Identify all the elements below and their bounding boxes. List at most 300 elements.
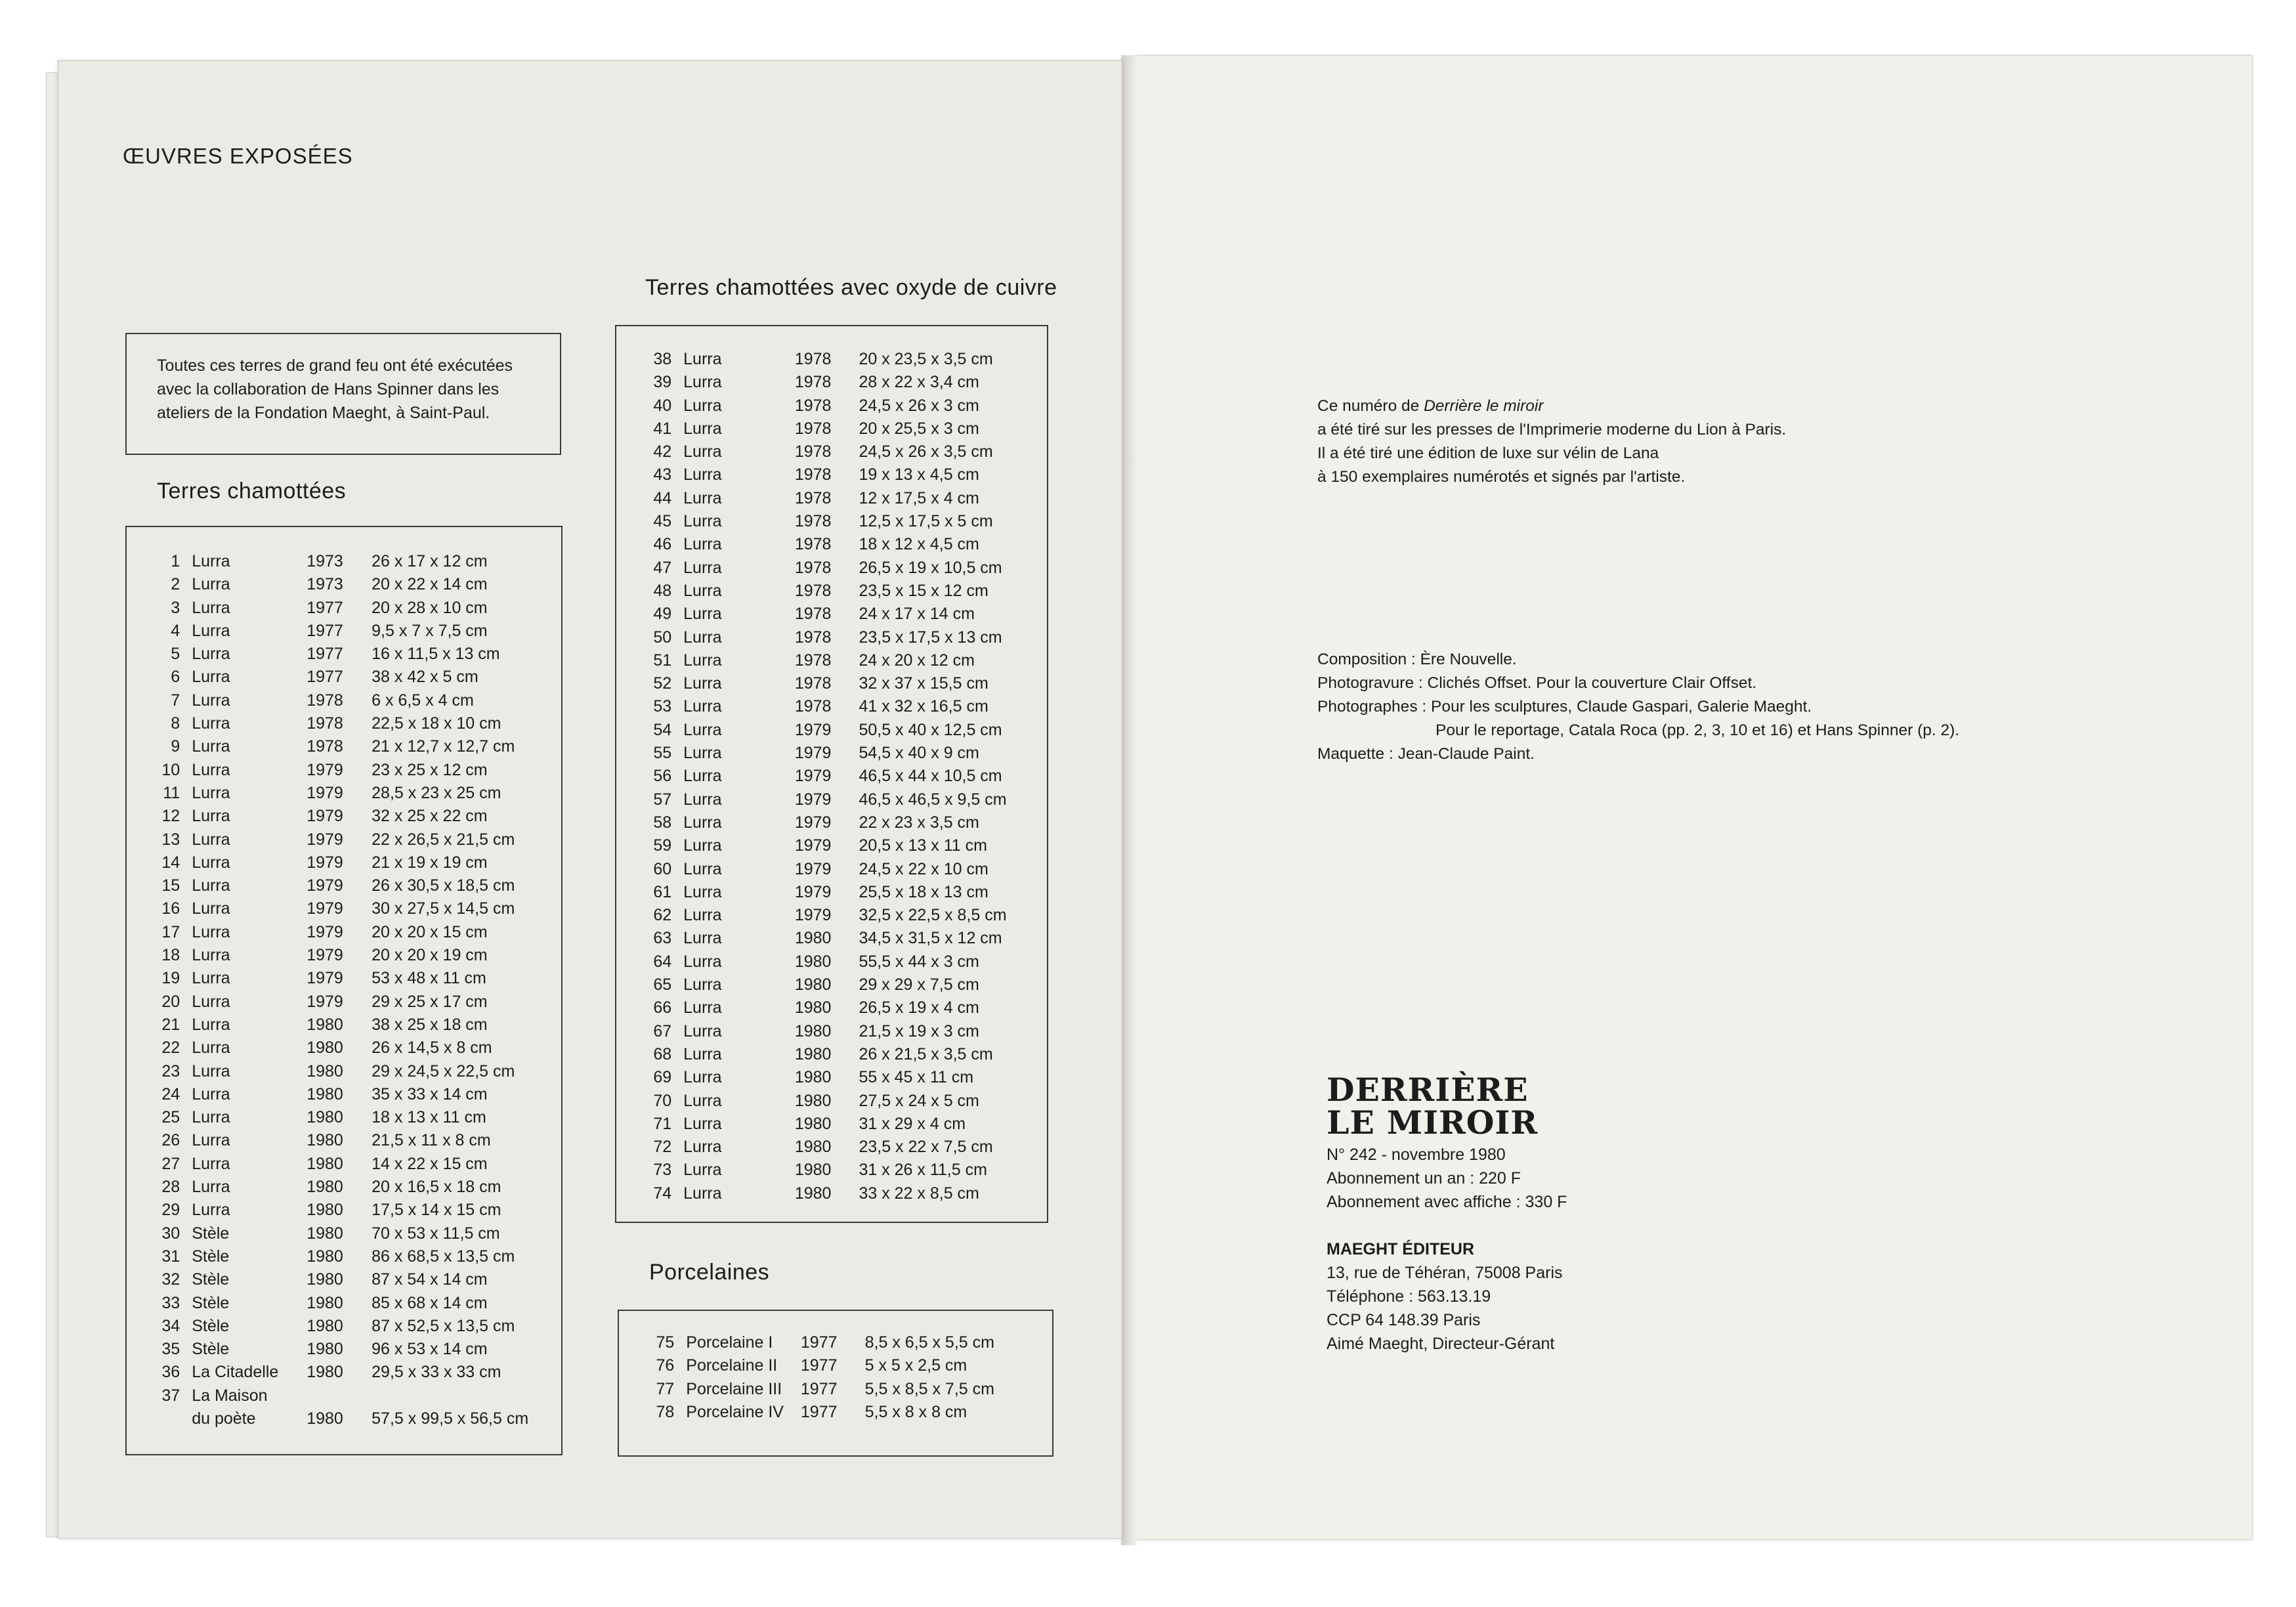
work-dimensions: 12 x 17,5 x 4 cm — [859, 488, 979, 507]
work-title: La Maison — [192, 1386, 268, 1405]
work-title: du poète — [192, 1409, 256, 1428]
work-title: Lurra — [683, 952, 722, 971]
work-year: 1978 — [794, 651, 832, 670]
work-title: Lurra — [683, 720, 722, 739]
credit-line: Pour le reportage, Catala Roca (pp. 2, 3, 10 et 16) et Hans Spinner (p. 2). — [1435, 721, 1960, 739]
work-title: Porcelaine IV — [686, 1402, 784, 1421]
work-year: 1980 — [307, 1178, 343, 1197]
work-row — [140, 876, 561, 899]
work-year: 1979 — [307, 992, 343, 1011]
work-title: Lurra — [192, 1108, 230, 1127]
publisher-address: 13, rue de Téhéran, 75008 Paris — [1327, 1264, 1563, 1282]
work-row — [140, 1108, 561, 1131]
work-year: 1977 — [307, 645, 343, 664]
colophon — [1317, 395, 1974, 489]
work-number: 33 — [161, 1293, 181, 1312]
work-title: Lurra — [192, 992, 230, 1011]
colophon-title: Derrière le miroir — [1424, 397, 1544, 415]
work-year: 1979 — [794, 767, 832, 786]
work-year: 1979 — [307, 899, 343, 918]
work-year: 1978 — [794, 512, 832, 531]
work-number: 41 — [653, 419, 672, 438]
work-year: 1977 — [307, 668, 343, 687]
work-title: Lurra — [683, 836, 722, 855]
work-year: 1978 — [794, 674, 832, 693]
work-year: 1980 — [307, 1084, 343, 1103]
work-dimensions: 16 x 11,5 x 13 cm — [372, 645, 500, 664]
work-dimensions: 30 x 27,5 x 14,5 cm — [372, 899, 515, 918]
work-number: 49 — [653, 605, 672, 624]
work-row — [140, 1016, 561, 1039]
work-row — [632, 836, 1047, 859]
works-table-cuivre — [632, 350, 1047, 1207]
work-year: 1978 — [794, 442, 832, 461]
work-row — [632, 628, 1047, 651]
work-dimensions: 23,5 x 17,5 x 13 cm — [859, 628, 1002, 647]
work-row — [632, 790, 1047, 813]
work-dimensions: 96 x 53 x 14 cm — [372, 1340, 488, 1359]
work-dimensions: 22,5 x 18 x 10 cm — [372, 714, 501, 733]
work-dimensions: 46,5 x 44 x 10,5 cm — [859, 767, 1002, 786]
work-row — [140, 668, 561, 691]
work-dimensions: 87 x 54 x 14 cm — [372, 1270, 488, 1289]
work-number: 44 — [653, 488, 672, 507]
work-dimensions: 54,5 x 40 x 9 cm — [859, 744, 979, 763]
work-number: 35 — [161, 1340, 181, 1359]
work-dimensions: 8,5 x 6,5 x 5,5 cm — [864, 1333, 994, 1352]
work-row — [635, 1356, 1052, 1379]
work-title: Lurra — [683, 581, 722, 600]
work-year: 1978 — [794, 350, 832, 368]
work-year: 1980 — [794, 1044, 832, 1063]
work-row — [635, 1403, 1052, 1426]
work-title: Lurra — [192, 575, 230, 594]
work-year: 1979 — [307, 830, 343, 849]
work-title: Lurra — [192, 668, 230, 687]
work-title: Lurra — [192, 1015, 230, 1034]
work-year: 1980 — [307, 1039, 343, 1058]
section-title-chamottees: Terres chamottées — [157, 479, 347, 504]
work-number: 39 — [653, 373, 672, 392]
work-title: Lurra — [683, 1068, 722, 1087]
work-number: 75 — [656, 1333, 675, 1352]
work-year: 1977 — [800, 1356, 838, 1375]
work-row — [632, 396, 1047, 419]
work-title: Lurra — [683, 488, 722, 507]
work-title: Lurra — [683, 512, 722, 531]
work-year: 1978 — [794, 488, 832, 507]
work-number: 9 — [171, 737, 181, 756]
work-dimensions: 26 x 17 x 12 cm — [372, 552, 488, 570]
work-row — [140, 1363, 561, 1386]
work-dimensions: 5,5 x 8,5 x 7,5 cm — [864, 1379, 994, 1398]
right-page — [1136, 55, 2253, 1540]
work-row — [140, 1409, 561, 1432]
work-dimensions: 22 x 26,5 x 21,5 cm — [372, 830, 515, 849]
work-row — [140, 1131, 561, 1154]
work-title: Lurra — [683, 906, 722, 925]
work-number: 78 — [656, 1402, 675, 1421]
work-year: 1979 — [794, 720, 832, 739]
work-title: Lurra — [683, 859, 722, 878]
work-title: Lurra — [683, 396, 722, 415]
work-row — [635, 1333, 1052, 1356]
work-title: Lurra — [192, 621, 230, 640]
left-page — [58, 60, 1122, 1539]
work-number: 19 — [161, 969, 181, 988]
work-number: 73 — [653, 1161, 672, 1180]
work-row — [632, 1068, 1047, 1091]
work-title: Lurra — [683, 1138, 722, 1157]
work-year: 1978 — [794, 396, 832, 415]
work-dimensions: 5 x 5 x 2,5 cm — [864, 1356, 967, 1375]
work-dimensions: 28,5 x 23 x 25 cm — [372, 783, 501, 802]
work-dimensions: 32,5 x 22,5 x 8,5 cm — [859, 906, 1007, 925]
binding-gutter — [1121, 55, 1137, 1545]
work-row — [632, 1022, 1047, 1045]
work-title: Lurra — [192, 853, 230, 872]
work-dimensions: 20 x 25,5 x 3 cm — [859, 419, 979, 438]
work-row — [632, 582, 1047, 605]
work-title: Lurra — [683, 1021, 722, 1040]
work-number: 2 — [171, 575, 181, 594]
work-dimensions: 27,5 x 24 x 5 cm — [859, 1091, 979, 1110]
work-title: La Citadelle — [192, 1363, 279, 1382]
work-number: 18 — [161, 946, 181, 965]
work-title: Lurra — [192, 1039, 230, 1058]
publisher-ccp: CCP 64 148.39 Paris — [1327, 1311, 1481, 1329]
list-box-porcelaines — [618, 1310, 1053, 1457]
subscription-poster-price: Abonnement avec affiche : 330 F — [1327, 1193, 1567, 1211]
work-number: 20 — [161, 992, 181, 1011]
work-number: 8 — [171, 714, 181, 733]
work-title: Porcelaine III — [686, 1379, 782, 1398]
work-title: Stèle — [192, 1316, 230, 1335]
publisher-phone: Téléphone : 563.13.19 — [1327, 1287, 1491, 1306]
credit-line: Photogravure : Clichés Offset. Pour la couverture Clair Offset. — [1317, 674, 1757, 692]
work-number: 28 — [161, 1178, 181, 1197]
work-dimensions: 21,5 x 11 x 8 cm — [372, 1131, 491, 1150]
work-year: 1980 — [794, 998, 832, 1018]
work-number: 55 — [653, 744, 672, 763]
work-number: 12 — [161, 807, 181, 826]
work-year: 1979 — [307, 876, 343, 895]
work-title: Lurra — [683, 674, 722, 693]
work-year: 1979 — [307, 783, 343, 802]
work-dimensions: 34,5 x 31,5 x 12 cm — [859, 929, 1002, 948]
work-title: Lurra — [192, 946, 230, 965]
work-row — [140, 923, 561, 946]
work-number: 26 — [161, 1131, 181, 1150]
work-dimensions: 20 x 20 x 15 cm — [372, 922, 488, 941]
work-year: 1980 — [794, 1091, 832, 1110]
work-title: Lurra — [683, 628, 722, 647]
work-year: 1978 — [794, 419, 832, 438]
work-number: 15 — [161, 876, 181, 895]
work-number: 1 — [171, 552, 181, 570]
work-dimensions: 14 x 22 x 15 cm — [372, 1154, 488, 1173]
colophon-line: a été tiré sur les presses de l'Imprimerie moderne du Lion à Paris. — [1317, 421, 1787, 439]
works-table-porcelaines — [635, 1333, 1052, 1426]
work-number: 32 — [161, 1270, 181, 1289]
work-dimensions: 12,5 x 17,5 x 5 cm — [859, 512, 993, 531]
work-row — [140, 1039, 561, 1061]
work-title: Lurra — [192, 830, 230, 849]
work-title: Stèle — [192, 1247, 230, 1266]
work-year: 1978 — [794, 558, 832, 577]
work-year: 1980 — [307, 1201, 343, 1220]
work-number: 71 — [653, 1114, 672, 1133]
work-number: 22 — [161, 1039, 181, 1058]
work-row — [140, 899, 561, 922]
list-box-cuivre — [615, 325, 1048, 1223]
work-row — [632, 350, 1047, 373]
work-year: 1979 — [307, 969, 343, 988]
work-row — [140, 1224, 561, 1247]
intro-box — [125, 333, 561, 455]
work-number: 66 — [653, 998, 672, 1018]
work-year: 1980 — [794, 1161, 832, 1180]
work-number: 50 — [653, 628, 672, 647]
work-dimensions: 21,5 x 19 x 3 cm — [859, 1021, 979, 1040]
work-dimensions — [372, 1386, 561, 1409]
work-number: 17 — [161, 922, 181, 941]
work-number: 54 — [653, 720, 672, 739]
work-title: Lurra — [192, 1131, 230, 1150]
work-row — [140, 1317, 561, 1340]
work-number: 72 — [653, 1138, 672, 1157]
work-row — [632, 419, 1047, 442]
publisher-name: MAEGHT ÉDITEUR — [1327, 1240, 1474, 1258]
work-number: 16 — [161, 899, 181, 918]
work-number: 59 — [653, 836, 672, 855]
work-year: 1979 — [794, 906, 832, 925]
work-dimensions: 55,5 x 44 x 3 cm — [859, 952, 979, 971]
work-year: 1980 — [794, 1138, 832, 1157]
work-year: 1977 — [307, 621, 343, 640]
work-row — [140, 969, 561, 992]
work-dimensions: 28 x 22 x 3,4 cm — [859, 373, 979, 392]
work-row — [632, 1115, 1047, 1138]
work-year: 1980 — [307, 1131, 343, 1150]
work-year: 1980 — [794, 929, 832, 948]
page-title: ŒUVRES EXPOSÉES — [123, 144, 353, 168]
work-dimensions: 9,5 x 7 x 7,5 cm — [372, 621, 488, 640]
work-dimensions: 20,5 x 13 x 11 cm — [859, 836, 987, 855]
work-title: Lurra — [683, 744, 722, 763]
work-dimensions: 29 x 29 x 7,5 cm — [859, 975, 979, 995]
work-dimensions: 24,5 x 22 x 10 cm — [859, 859, 989, 878]
work-dimensions: 22 x 23 x 3,5 cm — [859, 813, 979, 832]
work-number: 68 — [653, 1044, 672, 1063]
work-row — [632, 883, 1047, 906]
work-row — [140, 807, 561, 830]
work-row — [140, 599, 561, 622]
work-dimensions: 20 x 28 x 10 cm — [372, 598, 488, 617]
work-year: 1980 — [307, 1108, 343, 1127]
work-dimensions: 26 x 30,5 x 18,5 cm — [372, 876, 515, 895]
work-title: Lurra — [683, 373, 722, 392]
work-year: 1979 — [794, 813, 832, 832]
work-dimensions: 20 x 16,5 x 18 cm — [372, 1178, 501, 1197]
work-number: 10 — [161, 760, 181, 779]
work-row — [140, 993, 561, 1016]
work-year: 1978 — [307, 714, 343, 733]
work-title: Lurra — [683, 882, 722, 901]
work-row — [632, 953, 1047, 975]
work-year: 1980 — [307, 1316, 343, 1335]
work-title: Lurra — [192, 876, 230, 895]
work-row — [140, 830, 561, 853]
work-title: Lurra — [192, 598, 230, 617]
work-row — [632, 998, 1047, 1021]
work-number: 30 — [161, 1224, 181, 1243]
work-dimensions: 21 x 12,7 x 12,7 cm — [372, 737, 515, 756]
subscription-price: Abonnement un an : 220 F — [1327, 1169, 1521, 1188]
work-dimensions: 35 x 33 x 14 cm — [372, 1084, 488, 1103]
work-title: Lurra — [683, 1161, 722, 1180]
work-row — [632, 373, 1047, 396]
work-title: Lurra — [683, 465, 722, 484]
work-row — [140, 575, 561, 598]
work-number: 5 — [171, 645, 181, 664]
work-row — [140, 1340, 561, 1363]
work-row — [632, 697, 1047, 720]
work-number: 56 — [653, 767, 672, 786]
work-year: 1980 — [307, 1270, 343, 1289]
work-title: Porcelaine I — [686, 1333, 773, 1352]
work-row — [632, 512, 1047, 535]
work-number: 14 — [161, 853, 181, 872]
work-year: 1980 — [794, 952, 832, 971]
work-title: Lurra — [683, 651, 722, 670]
work-dimensions: 31 x 26 x 11,5 cm — [859, 1161, 987, 1180]
work-title: Lurra — [192, 760, 230, 779]
work-number: 46 — [653, 535, 672, 554]
work-number: 51 — [653, 651, 672, 670]
credits — [1317, 648, 2039, 766]
work-dimensions: 23,5 x 22 x 7,5 cm — [859, 1138, 993, 1157]
work-row — [632, 860, 1047, 883]
work-row — [140, 1386, 561, 1409]
credit-line: Composition : Ère Nouvelle. — [1317, 651, 1517, 668]
work-title: Lurra — [192, 737, 230, 756]
work-number: 4 — [171, 621, 181, 640]
work-row — [140, 552, 561, 575]
work-row — [140, 1178, 561, 1201]
work-dimensions: 87 x 52,5 x 13,5 cm — [372, 1316, 515, 1335]
work-dimensions: 20 x 23,5 x 3,5 cm — [859, 350, 993, 368]
work-row — [632, 721, 1047, 744]
work-number: 29 — [161, 1201, 181, 1220]
work-title: Lurra — [683, 535, 722, 554]
logo-line: LE MIROIR — [1327, 1103, 1539, 1142]
work-dimensions: 26 x 14,5 x 8 cm — [372, 1039, 492, 1058]
work-row — [632, 975, 1047, 998]
work-title: Lurra — [683, 605, 722, 624]
work-row — [140, 1247, 561, 1270]
list-box-chamottees — [125, 526, 563, 1455]
work-number: 25 — [161, 1108, 181, 1127]
work-number: 48 — [653, 581, 672, 600]
work-year: 1979 — [307, 760, 343, 779]
work-row — [632, 674, 1047, 697]
work-year: 1979 — [307, 922, 343, 941]
work-title: Lurra — [683, 998, 722, 1018]
work-row — [140, 1085, 561, 1108]
work-dimensions: 24 x 20 x 12 cm — [859, 651, 975, 670]
work-dimensions: 29,5 x 33 x 33 cm — [372, 1363, 501, 1382]
work-title: Lurra — [192, 714, 230, 733]
work-title: Stèle — [192, 1270, 230, 1289]
work-year: 1979 — [307, 853, 343, 872]
work-row — [140, 622, 561, 645]
work-title: Lurra — [683, 1184, 722, 1203]
credit-line: Photographes : Pour les sculptures, Claude Gaspari, Galerie Maeght. — [1317, 698, 1812, 716]
work-title: Lurra — [192, 645, 230, 664]
work-row — [632, 465, 1047, 488]
work-row — [632, 651, 1047, 674]
journal-logo — [1327, 1071, 1852, 1142]
work-year — [307, 1386, 372, 1409]
work-number: 40 — [653, 396, 672, 415]
work-row — [140, 1294, 561, 1317]
work-year: 1977 — [800, 1333, 838, 1352]
work-title: Lurra — [683, 767, 722, 786]
work-row — [140, 714, 561, 737]
work-number: 57 — [653, 790, 672, 809]
work-title: Stèle — [192, 1293, 230, 1312]
work-row — [632, 744, 1047, 767]
work-title: Lurra — [683, 442, 722, 461]
work-number: 11 — [163, 783, 181, 802]
work-number: 58 — [653, 813, 672, 832]
work-dimensions: 19 x 13 x 4,5 cm — [859, 465, 979, 484]
work-dimensions: 57,5 x 99,5 x 56,5 cm — [372, 1409, 529, 1428]
work-row — [632, 929, 1047, 952]
work-year: 1978 — [794, 535, 832, 554]
work-number: 60 — [653, 859, 672, 878]
work-dimensions: 18 x 13 x 11 cm — [372, 1108, 486, 1127]
work-title: Lurra — [192, 1154, 230, 1173]
work-number: 27 — [161, 1154, 181, 1173]
work-number: 61 — [653, 882, 672, 901]
work-number: 34 — [161, 1316, 181, 1335]
work-dimensions: 24,5 x 26 x 3 cm — [859, 396, 979, 415]
work-number: 21 — [161, 1015, 181, 1034]
work-number: 36 — [161, 1363, 181, 1382]
work-number: 31 — [161, 1247, 181, 1266]
work-row — [140, 853, 561, 876]
work-number: 53 — [653, 697, 672, 716]
work-row — [632, 1092, 1047, 1115]
work-number: 65 — [653, 975, 672, 995]
work-number: 3 — [171, 598, 181, 617]
work-title: Lurra — [192, 969, 230, 988]
work-dimensions: 26,5 x 19 x 10,5 cm — [859, 558, 1002, 577]
work-title: Porcelaine II — [686, 1356, 778, 1375]
work-number: 6 — [171, 668, 181, 687]
work-year: 1978 — [307, 737, 343, 756]
work-dimensions: 55 x 45 x 11 cm — [859, 1068, 974, 1087]
work-title: Stèle — [192, 1340, 230, 1359]
work-title: Lurra — [192, 807, 230, 826]
colophon-line: Il a été tiré une édition de luxe sur vélin de Lana — [1317, 444, 1659, 462]
logo-line: DERRIÈRE — [1327, 1071, 1529, 1109]
work-title: Lurra — [192, 552, 230, 570]
work-year: 1980 — [307, 1224, 343, 1243]
work-row — [140, 1201, 561, 1224]
